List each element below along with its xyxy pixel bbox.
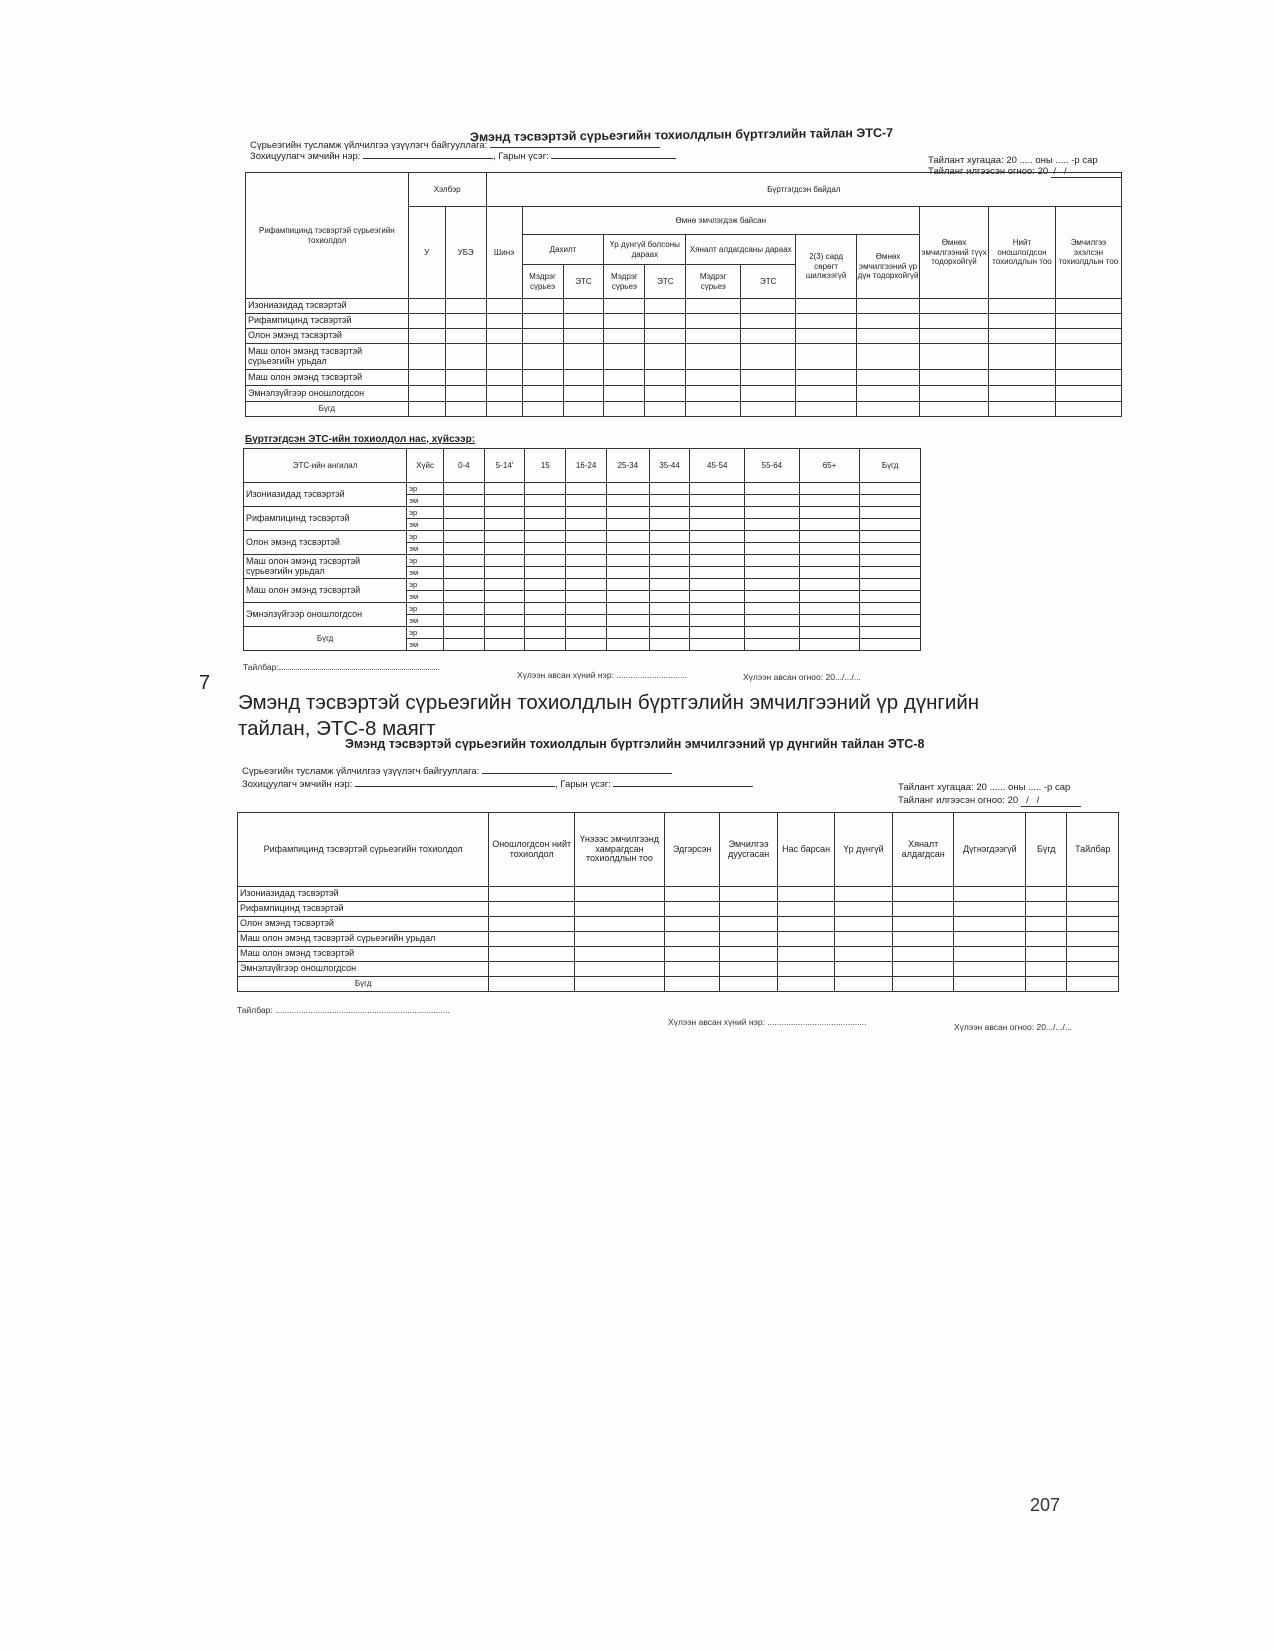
etc7b-subtitle: Бүртгэгдсэн ЭТС-ийн тохиолдол нас, хүйсээр:: [245, 434, 476, 445]
etc7-h-pos23: 2(3) сард сөрөгт шилжээгүй: [796, 235, 857, 299]
etc7-h-prevunk: Өмнөх эмчилгээний үр дүн тодорхойгүй: [857, 235, 920, 299]
etc8-h: Эдгэрсэн: [664, 813, 720, 887]
etc8-title: Эмэнд тэсвэртэй сүрьеэгийн тохиолдлын бүртгэлийн эмчилгээний үр дүнгийн тайлан ЭТС-8: [345, 737, 925, 751]
etc7b-h: 15: [525, 449, 566, 483]
row-label: Рифампицинд тэсвэртэй: [244, 507, 407, 531]
table-row: [238, 932, 1119, 947]
row-label: Бүгд: [244, 627, 407, 651]
table-row: [246, 344, 1122, 370]
etc7-h-form: Хэлбэр: [408, 173, 486, 207]
etc8-h: Рифампицинд тэсвэртэй сүрьеэгийн тохиолдол: [238, 813, 489, 887]
etc8-h: Эмчилгээ дуусгасан: [720, 813, 778, 887]
table-row: [238, 902, 1119, 917]
table-row: Изониазидад тэсвэртэй эр: [244, 483, 921, 495]
etc8-h: Бүгд: [1026, 813, 1067, 887]
etc8-h: Хяналт алдагдсан: [892, 813, 954, 887]
etc7-doctor-label: Зохицуулагч эмчийн нэр: , Гарын үсэг:: [250, 151, 676, 162]
etc8-h: Үнэээс эмчилгээнд хамрагдсан тохиолдлын тоо: [575, 813, 665, 887]
table-row: [246, 402, 1122, 417]
etc7-h-etc: ЭТС: [645, 265, 686, 299]
etc7-h-failure: Үр дүнгүй болсоны дараах: [604, 235, 686, 265]
etc7-h-case: Рифампицинд тэсвэртэй сүрьеэгийн тохиолдол: [246, 173, 409, 299]
etc8-org-label: Сүрьеэгийн тусламж үйлчилгээ үзүүлэгч байгууллага:: [242, 766, 672, 777]
section-number: 7: [199, 672, 211, 694]
etc8-h: Оношлогдсон нийт тохиолдол: [489, 813, 575, 887]
etc7-h-etc: ЭТС: [741, 265, 796, 299]
table-row: [238, 947, 1119, 962]
row-label: Эмнэлзүйгээр оношлогдсон: [246, 386, 409, 402]
etc7b-h: Бүгд: [860, 449, 921, 483]
table-row: [246, 329, 1122, 344]
etc7b-received-date: Хүлээн авсан огноо: 20.../.../...: [743, 672, 861, 682]
table-row: [238, 977, 1119, 992]
row-label: Эмнэлзүйгээр оношлогдсон: [244, 603, 407, 627]
table-row: [246, 314, 1122, 329]
etc8-receiver: Хүлээн авсан хүний нэр: ..........................................: [668, 1017, 867, 1027]
row-label: Маш олон эмэнд тэсвэртэй: [244, 579, 407, 603]
table-row: [246, 370, 1122, 386]
table-row: эм: [244, 615, 921, 627]
row-label: Бүгд: [246, 402, 409, 417]
etc8-date: Тайланг илгээсэн огноо: 20 / /: [898, 795, 1081, 807]
table-row: [238, 962, 1119, 977]
etc7-h-sens: Мэдрэг сүрьеэ: [686, 265, 741, 299]
table-row: эм: [244, 519, 921, 531]
etc7-h-started: Эмчилгээ эхэлсэн тохиолдлын тоо: [1055, 207, 1121, 299]
etc7b-h: Хүйс: [407, 449, 444, 483]
table-row: Рифампицинд тэсвэртэй эр: [244, 507, 921, 519]
etc7-h-relapse: Дахилт: [522, 235, 604, 265]
etc7-h-hist: Өмнөх эмчилгээний түүх тодорхойгүй: [920, 207, 989, 299]
table-row: Маш олон эмэнд тэсвэртэй сүрьеэгийн урьдал эр: [244, 555, 921, 567]
etc7-title: Эмэнд тэсвэртэй сүрьеэгийн тохиолдлын бүртгэлийн тайлан ЭТС-7: [469, 125, 894, 145]
row-label: Олон эмэнд тэсвэртэй: [238, 917, 489, 932]
etc8-received-date: Хүлээн авсан огноо: 20.../.../...: [954, 1022, 1072, 1032]
table-row: эм: [244, 495, 921, 507]
table-row: эм: [244, 639, 921, 651]
table-row: Эмнэлзүйгээр оношлогдсон эр: [244, 603, 921, 615]
etc7-h-sens: Мэдрэг сүрьеэ: [604, 265, 645, 299]
row-label: Рифампицинд тэсвэртэй: [238, 902, 489, 917]
row-label: Маш олон эмэнд тэсвэртэй: [238, 947, 489, 962]
row-label: Бүгд: [238, 977, 489, 992]
table-row: эм: [244, 567, 921, 579]
etc7b-h: 55-64: [745, 449, 800, 483]
etc7b-h: 45-54: [690, 449, 745, 483]
etc7-h-ltfu: Хяналт алдагдсаны дараах: [686, 235, 796, 265]
row-label: Маш олон эмэнд тэсвэртэй сүрьеэгийн урьдал: [246, 344, 409, 370]
etc8-doctor-label: Зохицуулагч эмчийн нэр: , Гарын үсэг:: [242, 779, 753, 790]
etc8-table: [237, 812, 1119, 992]
row-label: Изониазидад тэсвэртэй: [244, 483, 407, 507]
etc7-h-new: Шинэ: [486, 207, 522, 299]
table-row: [246, 299, 1122, 314]
etc7b-h: 35-44: [649, 449, 690, 483]
page-number: 207: [1030, 1495, 1061, 1515]
row-label: Маш олон эмэнд тэсвэртэй: [246, 370, 409, 386]
row-label: Олон эмэнд тэсвэртэй: [244, 531, 407, 555]
etc7-h-totaldx: Нийт оношлогдсон тохиолдлын тоо: [988, 207, 1055, 299]
table-row: Бүгд эр: [244, 627, 921, 639]
etc7-date: Тайланг илгээсэн огноо: 20 / /: [928, 166, 1121, 178]
row-label: Рифампицинд тэсвэртэй: [246, 314, 409, 329]
row-label: Олон эмэнд тэсвэртэй: [246, 329, 409, 344]
row-label: Изониазидад тэсвэртэй: [238, 887, 489, 902]
etc8-h: Үр дүнгүй: [835, 813, 893, 887]
etc7b-receiver: Хүлээн авсан хүний нэр: ..............................: [517, 670, 688, 680]
etc7-h-prev: Өмнө эмчлэгдэж байсан: [522, 207, 919, 235]
row-label: Маш олон эмэнд тэсвэртэй сүрьеэгийн урьдал: [244, 555, 407, 579]
etc7-period: Тайлант хугацаа: 20 ..... оны ..... -р сар: [928, 155, 1098, 166]
etc8-period: Тайлант хугацаа: 20 ...... оны ..... -р сар: [898, 782, 1071, 793]
table-row: [246, 386, 1122, 402]
etc8-note: Тайлбар: ..........................................................................: [237, 1005, 450, 1015]
etc7-table: [245, 172, 1122, 417]
table-row: [238, 917, 1119, 932]
etc7b-h: 16-24: [566, 449, 607, 483]
etc7-h-sens: Мэдрэг сүрьеэ: [522, 265, 563, 299]
table-row: [238, 887, 1119, 902]
etc8-h: Тайлбар: [1067, 813, 1119, 887]
table-row: эм: [244, 591, 921, 603]
row-label: Эмнэлзүйгээр оношлогдсон: [238, 962, 489, 977]
etc7-h-u: У: [408, 207, 445, 299]
table-row: Маш олон эмэнд тэсвэртэй эр: [244, 579, 921, 591]
etc7-h-etc: ЭТС: [563, 265, 604, 299]
etc7-org-label: Сүрьеэгийн тусламж үйлчилгээ үзүүлэгч байгууллага:: [250, 140, 660, 151]
etc8-h: Дүгнэгдээгүй: [954, 813, 1026, 887]
etc7b-h: 65+: [799, 449, 860, 483]
etc7b-h: 0-4: [443, 449, 484, 483]
etc7b-h: 25-34: [606, 449, 649, 483]
table-row: Олон эмэнд тэсвэртэй эр: [244, 531, 921, 543]
etc8-h: Нас барсан: [777, 813, 835, 887]
table-row: эм: [244, 543, 921, 555]
section-title: Эмэнд тэсвэртэй сүрьеэгийн тохиолдлын бүртгэлийн эмчилгээний үр дүнгийн тайлан, ЭТС-8 маягт: [238, 691, 980, 740]
etc7-h-registered: Бүртгэгдсэн байдал: [486, 173, 1121, 207]
row-label: Маш олон эмэнд тэсвэртэй сүрьеэгийн урьдал: [238, 932, 489, 947]
etc7-h-ube: УБЭ: [445, 207, 486, 299]
etc7b-h: ЭТС-ийн ангилал: [244, 449, 407, 483]
etc7b-h: 5-14': [484, 449, 525, 483]
etc7b-table: [243, 448, 921, 651]
etc7b-note: Тайлбар:: [243, 662, 439, 672]
row-label: Изониазидад тэсвэртэй: [246, 299, 409, 314]
